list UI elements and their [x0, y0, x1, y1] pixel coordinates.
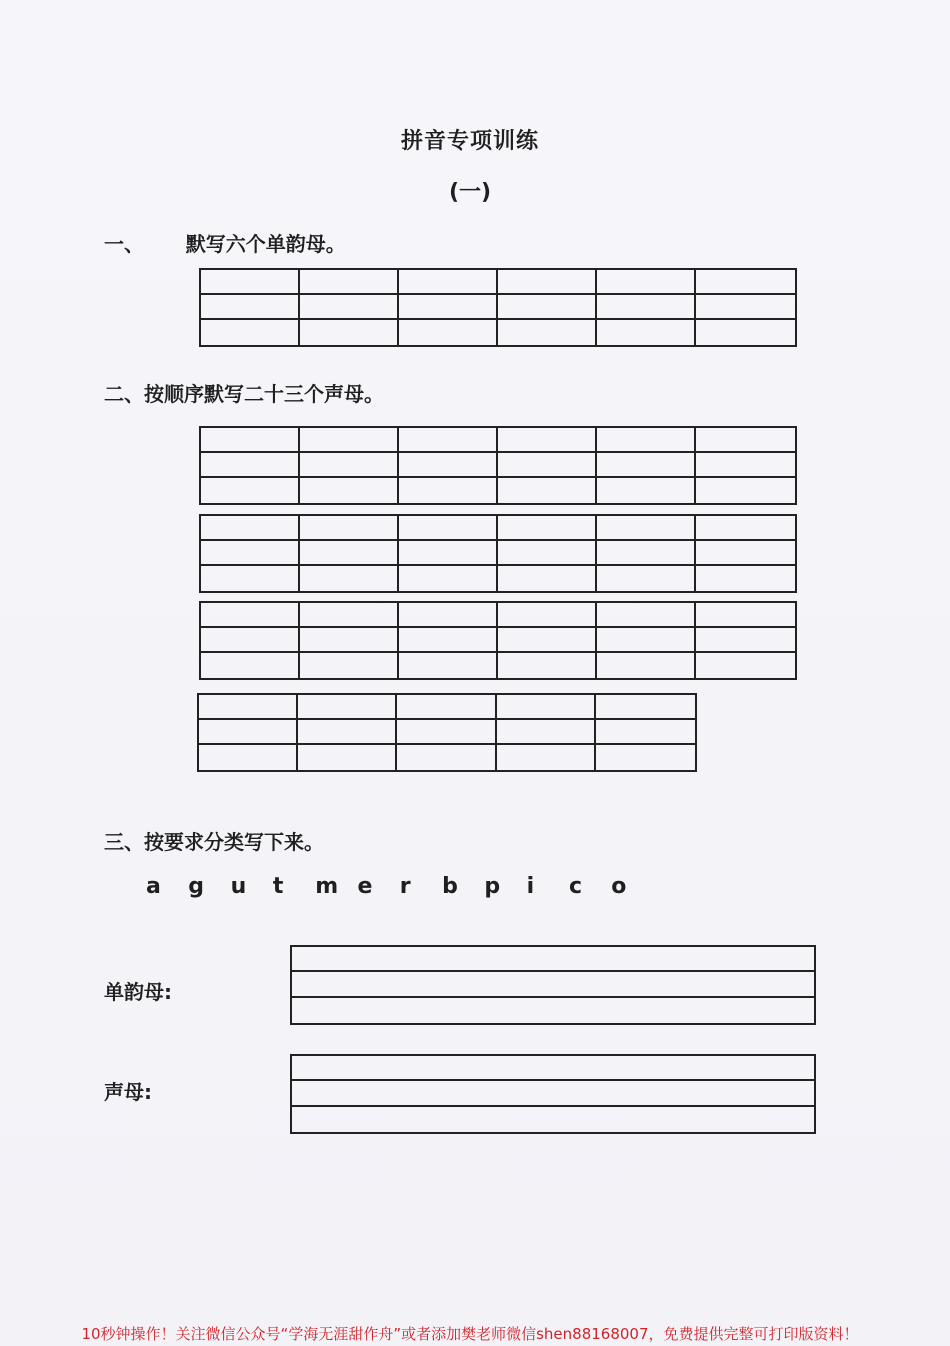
- letter-item: o: [611, 874, 627, 899]
- letter-item: p: [484, 874, 501, 899]
- writing-cell[interactable]: [399, 320, 498, 345]
- writing-cell[interactable]: [201, 516, 300, 541]
- section2-heading: 二、按顺序默写二十三个声母。: [104, 382, 384, 406]
- writing-cell[interactable]: [399, 628, 498, 653]
- writing-cell[interactable]: [696, 653, 795, 678]
- writing-cell[interactable]: [399, 428, 498, 453]
- writing-cell[interactable]: [292, 1056, 814, 1081]
- writing-cell[interactable]: [300, 428, 399, 453]
- promo-footer: 10秒钟操作！关注微信公众号“学海无涯甜作舟”或者添加樊老师微信shen88168007，免费提供完整可打印版资料！: [81, 1325, 859, 1343]
- writing-cell[interactable]: [696, 566, 795, 591]
- writing-cell[interactable]: [497, 695, 596, 720]
- writing-cell[interactable]: [498, 541, 597, 566]
- writing-cell[interactable]: [397, 695, 496, 720]
- writing-cell[interactable]: [298, 720, 397, 745]
- writing-cell[interactable]: [696, 428, 795, 453]
- writing-cell[interactable]: [498, 270, 597, 295]
- writing-cell[interactable]: [597, 653, 696, 678]
- writing-cell[interactable]: [201, 628, 300, 653]
- writing-cell[interactable]: [300, 566, 399, 591]
- writing-cell[interactable]: [292, 1081, 814, 1106]
- letter-item: r: [399, 874, 411, 899]
- writing-cell[interactable]: [597, 270, 696, 295]
- writing-cell[interactable]: [300, 516, 399, 541]
- initials-label: 声母:: [104, 1080, 152, 1104]
- writing-cell[interactable]: [399, 453, 498, 478]
- writing-cell[interactable]: [498, 603, 597, 628]
- letter-item: m: [315, 874, 339, 899]
- section1-heading: 一、 默写六个单韵母。: [104, 232, 346, 256]
- writing-cell[interactable]: [201, 270, 300, 295]
- letter-item: e: [357, 874, 373, 899]
- writing-cell[interactable]: [397, 720, 496, 745]
- letter-item: g: [188, 874, 205, 899]
- writing-cell[interactable]: [201, 295, 300, 320]
- writing-cell[interactable]: [597, 541, 696, 566]
- writing-cell[interactable]: [300, 603, 399, 628]
- writing-cell[interactable]: [292, 972, 814, 997]
- writing-cell[interactable]: [597, 516, 696, 541]
- writing-cell[interactable]: [597, 428, 696, 453]
- writing-cell[interactable]: [201, 428, 300, 453]
- writing-cell[interactable]: [397, 745, 496, 770]
- writing-cell[interactable]: [399, 603, 498, 628]
- writing-cell[interactable]: [497, 720, 596, 745]
- writing-cell[interactable]: [399, 566, 498, 591]
- writing-cell[interactable]: [300, 295, 399, 320]
- vowels-label: 单韵母:: [104, 980, 172, 1004]
- writing-cell[interactable]: [596, 745, 695, 770]
- page-subtitle: (一): [448, 180, 492, 205]
- writing-cell[interactable]: [300, 478, 399, 503]
- letter-item: t: [272, 874, 284, 899]
- section3-heading: 三、按要求分类写下来。: [104, 830, 324, 854]
- letter-item: u: [230, 874, 247, 899]
- writing-cell[interactable]: [292, 947, 814, 972]
- writing-cell[interactable]: [597, 320, 696, 345]
- writing-cell[interactable]: [201, 453, 300, 478]
- writing-cell[interactable]: [696, 603, 795, 628]
- letter-item: i: [526, 874, 535, 899]
- writing-cell[interactable]: [399, 653, 498, 678]
- writing-cell[interactable]: [696, 453, 795, 478]
- writing-cell[interactable]: [498, 453, 597, 478]
- initials-writing-grid-3[interactable]: [199, 601, 797, 680]
- initials-writing-grid-1[interactable]: [199, 426, 797, 505]
- writing-cell[interactable]: [199, 720, 298, 745]
- writing-cell[interactable]: [696, 541, 795, 566]
- writing-cell[interactable]: [399, 541, 498, 566]
- initials-writing-grid-4[interactable]: [197, 693, 697, 772]
- writing-cell[interactable]: [498, 320, 597, 345]
- letter-list: [146, 874, 654, 899]
- writing-cell[interactable]: [696, 628, 795, 653]
- writing-cell[interactable]: [292, 998, 814, 1023]
- initials-answer-lines[interactable]: [290, 1054, 816, 1134]
- writing-cell[interactable]: [597, 295, 696, 320]
- writing-cell[interactable]: [399, 270, 498, 295]
- writing-cell[interactable]: [498, 516, 597, 541]
- writing-cell[interactable]: [201, 653, 300, 678]
- letter-item: c: [568, 874, 583, 899]
- writing-cell[interactable]: [597, 628, 696, 653]
- writing-cell[interactable]: [597, 478, 696, 503]
- vowel-writing-grid[interactable]: [199, 268, 797, 347]
- writing-cell[interactable]: [199, 695, 298, 720]
- letter-item: b: [442, 874, 458, 899]
- writing-cell[interactable]: [201, 566, 300, 591]
- writing-cell[interactable]: [201, 541, 300, 566]
- writing-cell[interactable]: [201, 478, 300, 503]
- writing-cell[interactable]: [696, 270, 795, 295]
- writing-cell[interactable]: [696, 320, 795, 345]
- writing-cell[interactable]: [596, 720, 695, 745]
- writing-cell[interactable]: [399, 478, 498, 503]
- writing-cell[interactable]: [300, 453, 399, 478]
- writing-cell[interactable]: [498, 478, 597, 503]
- writing-cell[interactable]: [399, 295, 498, 320]
- writing-cell[interactable]: [300, 653, 399, 678]
- writing-cell[interactable]: [199, 745, 298, 770]
- writing-cell[interactable]: [696, 295, 795, 320]
- writing-cell[interactable]: [597, 603, 696, 628]
- page-title: 拼音专项训练: [400, 129, 539, 154]
- writing-cell[interactable]: [498, 628, 597, 653]
- writing-cell[interactable]: [498, 653, 597, 678]
- writing-cell[interactable]: [696, 478, 795, 503]
- writing-cell[interactable]: [292, 1107, 814, 1132]
- writing-cell[interactable]: [497, 745, 596, 770]
- writing-cell[interactable]: [498, 566, 597, 591]
- letter-item: a: [146, 874, 161, 899]
- writing-cell[interactable]: [498, 428, 597, 453]
- writing-cell[interactable]: [399, 516, 498, 541]
- writing-cell[interactable]: [498, 295, 597, 320]
- writing-cell[interactable]: [300, 320, 399, 345]
- writing-cell[interactable]: [596, 695, 695, 720]
- writing-cell[interactable]: [201, 603, 300, 628]
- writing-cell[interactable]: [696, 516, 795, 541]
- writing-cell[interactable]: [597, 566, 696, 591]
- writing-cell[interactable]: [201, 320, 300, 345]
- writing-cell[interactable]: [597, 453, 696, 478]
- vowels-answer-lines[interactable]: [290, 945, 816, 1025]
- writing-cell[interactable]: [298, 745, 397, 770]
- writing-cell[interactable]: [300, 541, 399, 566]
- writing-cell[interactable]: [298, 695, 397, 720]
- writing-cell[interactable]: [300, 628, 399, 653]
- initials-writing-grid-2[interactable]: [199, 514, 797, 593]
- writing-cell[interactable]: [300, 270, 399, 295]
